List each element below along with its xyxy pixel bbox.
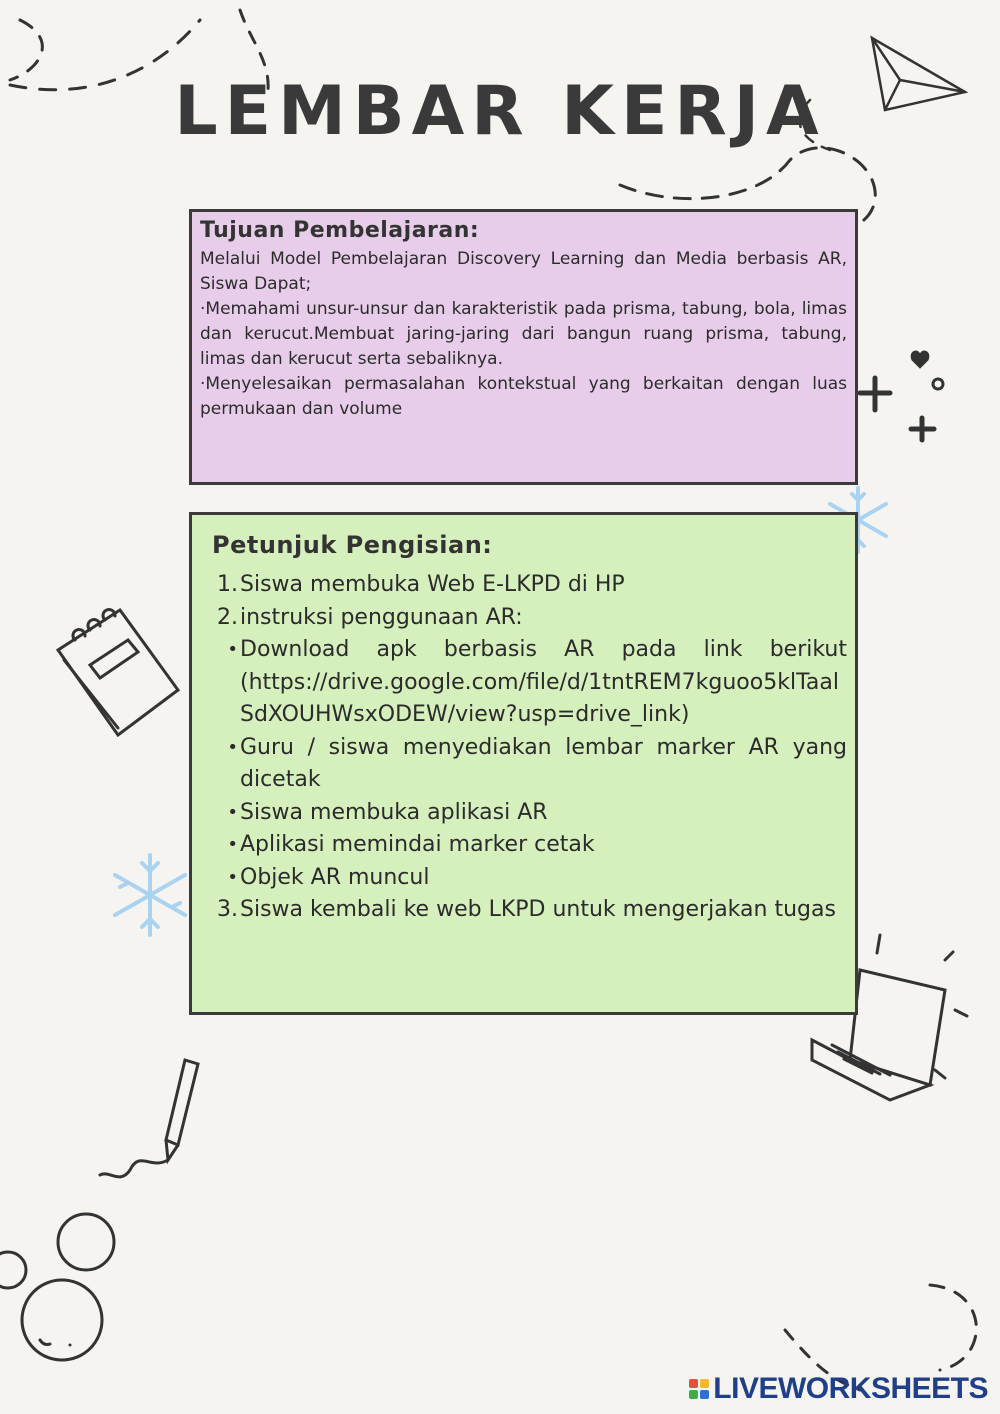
list-marker: • bbox=[227, 834, 238, 855]
instruction-item bbox=[212, 634, 847, 732]
instruction-item bbox=[212, 797, 847, 830]
learning-objectives-box bbox=[189, 209, 858, 485]
logo-square bbox=[689, 1379, 698, 1388]
list-marker: 1. bbox=[217, 572, 238, 597]
instruction-item bbox=[212, 829, 847, 862]
bubbles-icon bbox=[0, 1214, 114, 1360]
logo-square bbox=[700, 1379, 709, 1388]
instructions-box bbox=[189, 512, 858, 1015]
list-marker: • bbox=[227, 736, 238, 758]
instruction-text: Siswa membuka Web E-LKPD di HP bbox=[240, 572, 625, 597]
instruction-item bbox=[212, 894, 847, 927]
logo-square bbox=[689, 1390, 698, 1399]
instruction-item bbox=[212, 569, 847, 602]
list-marker: 2. bbox=[217, 604, 238, 630]
page-title: LEMBAR KERJA bbox=[174, 72, 826, 151]
pencil-icon bbox=[100, 1060, 198, 1177]
instruction-item bbox=[212, 602, 847, 635]
notepad-icon bbox=[58, 610, 178, 735]
list-marker: 3. bbox=[217, 897, 238, 922]
liveworksheets-brand[interactable] bbox=[689, 1372, 988, 1406]
list-marker: • bbox=[227, 639, 238, 660]
list-marker: • bbox=[227, 866, 238, 888]
instruction-text: instruksi penggunaan AR: bbox=[240, 604, 523, 630]
learning-objectives-heading: Tujuan Pembelajaran: bbox=[200, 218, 480, 243]
instruction-item bbox=[212, 732, 847, 797]
list-marker: • bbox=[227, 801, 238, 823]
instruction-text: Siswa kembali ke web LKPD untuk mengerjakan tugas bbox=[240, 897, 836, 922]
instruction-text: Objek AR muncul bbox=[240, 864, 430, 890]
sparkle-icon bbox=[860, 378, 943, 440]
instruction-text: Guru / siswa menyediakan lembar marker AR yang dicetak bbox=[240, 734, 847, 792]
brand-text: LIVEWORKSHEETS bbox=[713, 1372, 988, 1405]
objective-paragraph: ·Memahami unsur-unsur dan karakteristik pada prisma, tabung, bola, limas dan kerucut.Membuat jaring-jaring dari bangun ruang prisma, tabung, limas dan kerucut serta sebaliknya. bbox=[200, 299, 847, 369]
instructions-list bbox=[212, 569, 847, 927]
heart-icon bbox=[911, 351, 929, 368]
instruction-text: Download apk berbasis AR pada link berikut (https://drive.google.com/file/d/1tntREM7kguoo5klTaalSdXOUHWsxODEW/view?usp=drive_link) bbox=[240, 637, 847, 727]
instruction-text: Aplikasi memindai marker cetak bbox=[240, 832, 595, 857]
objective-paragraph: Melalui Model Pembelajaran Discovery Learning dan Media berbasis AR, Siswa Dapat; bbox=[200, 249, 847, 294]
logo-square bbox=[700, 1390, 709, 1399]
instruction-text: Siswa membuka aplikasi AR bbox=[240, 799, 548, 825]
objective-paragraph: ·Menyelesaikan permasalahan kontekstual yang berkaitan dengan luas permukaan dan volume bbox=[200, 374, 847, 419]
instruction-item bbox=[212, 862, 847, 895]
instructions-heading: Petunjuk Pengisian: bbox=[212, 531, 493, 559]
liveworksheets-logo-icon bbox=[689, 1379, 709, 1399]
